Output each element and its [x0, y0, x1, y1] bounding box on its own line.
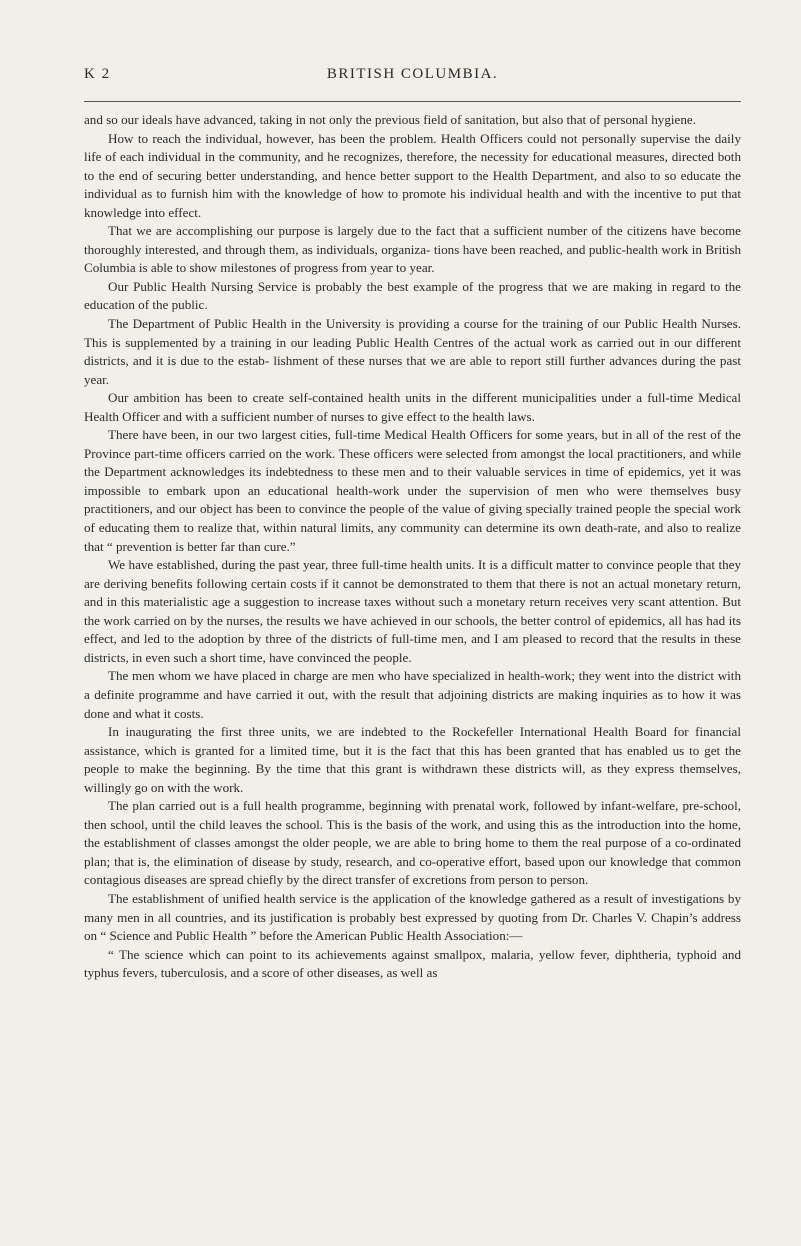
paragraph: The plan carried out is a full health programme, beginning with prenatal work, followed by infant-welfare, pre-school, then school, until the child leaves the school. This is the basis of the work, and using this as the introduction into the home, the establishment of classes amongst the older people, we are able to bring home to them the real purpose of a co-ordinated plan; that is, the elimination of disease by study, research, and co-operative effort, based upon our knowledge that common contagious diseases are spread chiefly by the direct transfer of excretions from person to person. — [84, 798, 741, 888]
paragraph: There have been, in our two largest cities, full-time Medical Health Officers for some years, but in all of the rest of the Province part-time officers carried on the work. These officers were selected from amongst the local practitioners, and while the Department acknowledges its indebtedness to these men and to their valuable services in time of epidemics, yet it was impossible to embark upon an educational health-work under the supervision of men who were themselves busy practitioners, and our object has been to convince the people of the value of giving specially trained people the special work of educating them to realize that, within natural limits, any community can determine its own death-rate, and also to realize that “ prevention is better far than cure.” — [84, 427, 741, 554]
paragraph: Our ambition has been to create self-contained health units in the different municipalities under a full-time Medical Health Officer and with a sufficient number of nurses to give effect to the health laws. — [84, 390, 741, 424]
paragraph: In inaugurating the first three units, we are indebted to the Rockefeller International Health Board for financial assistance, which is granted for a limited time, but it is the fact that this has been granted that has enabled us to get the people to make the beginning. By the time that this grant is withdrawn these districts will, as they express themselves, willingly go on with the work. — [84, 724, 741, 795]
paragraph: The establishment of unified health service is the application of the knowledge gathered as a result of investigations by many men in all countries, and its justification is probably best expressed by quoting from Dr. Charles V. Chapin’s address on “ Science and Public Health ” before the American Public Health Association:— — [84, 890, 741, 944]
paragraph: and so our ideals have advanced, taking in not only the previous field of sanitation, but also that of personal hygiene. — [84, 112, 696, 127]
running-title: BRITISH COLUMBIA. — [326, 66, 499, 82]
paragraph: That we are accomplishing our purpose is largely due to the fact that a sufficient number of the citizens have become thoroughly interested, and through them, as individuals, organiza- tions have been reached, and public-health work in British Columbia is able to show milestones of progress from year to year. — [84, 223, 741, 276]
header-rule — [84, 101, 741, 102]
paragraph: The Department of Public Health in the University is providing a course for the training of our Public Health Nurses. This is supplemented by a training in our leading Public Health Centres of the actual work as carried out in our different districts, and it is due to the estab- lishment of these nurses that we are able to report still further advances during the past year. — [84, 316, 741, 387]
paragraph: How to reach the individual, however, has been the problem. Health Officers could not personally supervise the daily life of each individual in the community, and he recognizes, therefore, the necessity for educational measures, directed both to the end of securing better understanding, and hence better support to the Health Department, and also to so educate the individual as to furnish him with the knowledge of how to promote his individual health and with the incentive to put that knowledge into effect. — [84, 130, 741, 220]
paragraph: “ The science which can point to its achievements against smallpox, malaria, yellow fever, diphtheria, typhoid and typhus fevers, tuberculosis, and a score of other diseases, as well as — [84, 946, 741, 981]
page-header — [84, 66, 741, 88]
paragraph: Our Public Health Nursing Service is probably the best example of the progress that we are making in regard to the education of the public. — [84, 278, 741, 313]
paragraph: We have established, during the past year, three full-time health units. It is a difficult matter to convince people that they are deriving benefits following certain costs if it cannot be demonstrated to them that there is not an actual monetary return, and in this materialistic age a suggestion to increase taxes without such a monetary return receives very scant attention. But the work carried on by the nurses, the results we have achieved in our schools, the better control of epidemics, all has had its effect, and led to the adoption by three of the districts of full-time men, and I am pleased to record that the results in these districts, in even such a short time, have convinced the people. — [84, 557, 741, 665]
paragraph: The men whom we have placed in charge are men who have specialized in health-work; they went into the district with a definite programme and have carried it out, with the result that adjoining districts are making inquiries as to how it was done and what it costs. — [84, 668, 741, 721]
body-text — [84, 111, 741, 983]
page-number: K 2 — [84, 66, 111, 82]
